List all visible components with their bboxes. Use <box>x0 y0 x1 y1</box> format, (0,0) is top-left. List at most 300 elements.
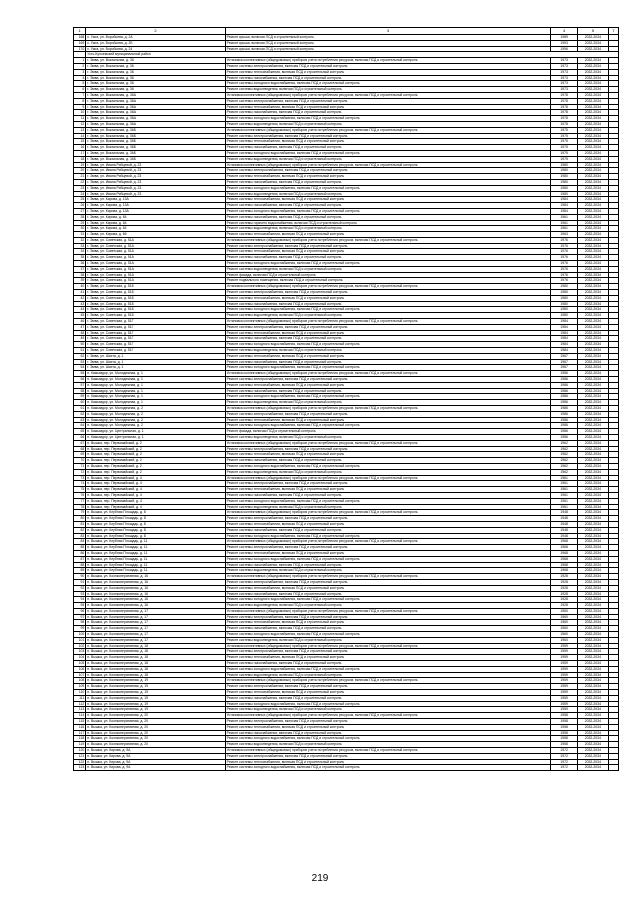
address-cell: г. Эмва, ул. Советская, д. 51Б <box>86 295 225 301</box>
work-type-cell: Установка коллективных (общедомовых) приборов учета потребления ресурсов, включая ПСД и строительный контроль <box>225 678 551 684</box>
year-built-cell: 1972 <box>551 765 578 771</box>
address-cell: с. Ужга, ул. Воробьева, д. 24 <box>86 46 225 52</box>
year-built-cell: 1962 <box>551 458 578 464</box>
address-cell: п. Вышка, ул. Коопкоперативная, д. 16 <box>86 591 225 597</box>
year-built-cell: 1959 <box>551 690 578 696</box>
address-cell: г. Эмва, ул. Вокзальная, д. 36Б <box>86 145 225 151</box>
work-type-cell: Ремонт системы электроснабжения, включая ПСД и строительный контроль <box>225 290 551 296</box>
repair-period-cell: 2032-2034 <box>577 156 608 162</box>
row-number: 16 <box>74 145 86 151</box>
work-type-cell: Ремонт системы водоотведения, включая ПСД и строительный контроль <box>225 156 551 162</box>
repair-period-cell: 2032-2034 <box>577 516 608 522</box>
year-built-cell: 1980 <box>551 284 578 290</box>
row-number: 6 <box>74 87 86 93</box>
row-number: 40 <box>74 284 86 290</box>
year-built-cell: 1958 <box>551 736 578 742</box>
year-built-cell: 1986 <box>551 429 578 435</box>
work-type-cell: Ремонт системы теплоснабжения, включая ПСД и строительный контроль <box>225 452 551 458</box>
repair-period-cell: 2032-2034 <box>577 46 608 52</box>
year-built-cell: 1980 <box>551 162 578 168</box>
repair-period-cell: 2032-2034 <box>577 284 608 290</box>
row-number: 88 <box>74 562 86 568</box>
repair-period-cell: 2032-2034 <box>577 481 608 487</box>
repair-period-cell: 2032-2034 <box>577 684 608 690</box>
row-number: 90 <box>74 574 86 580</box>
row-number: 120 <box>74 748 86 754</box>
year-built-cell: 1973 <box>551 58 578 64</box>
row-number: 48 <box>74 330 86 336</box>
address-cell: г. Эмва, ул. Вокзальная, д. 36 <box>86 75 225 81</box>
work-type-cell: Ремонт крыши, включая ПСД и строительный контроль <box>225 40 551 46</box>
work-type-cell: Ремонт системы холодного водоснабжения, включая ПСД и строительный контроль <box>225 666 551 672</box>
year-built-cell: 1958 <box>551 713 578 719</box>
repair-period-cell: 2032-2034 <box>577 423 608 429</box>
address-cell: п. Вышка, ул. Коопкоперативная, д. 17 <box>86 637 225 643</box>
year-built-cell: 1959 <box>551 701 578 707</box>
repair-period-cell: 2032-2034 <box>577 226 608 232</box>
repair-period-cell: 2032-2034 <box>577 690 608 696</box>
address-cell: г. Эмва, ул. Советская, д. 51А <box>86 261 225 267</box>
work-type-cell: Ремонт системы теплоснабжения, включая ПСД и строительный контроль <box>225 104 551 110</box>
repair-period-cell: 2032-2034 <box>577 307 608 313</box>
repair-period-cell: 2032-2034 <box>577 255 608 261</box>
page-number: 219 <box>311 873 329 884</box>
address-cell: г. Эмва, ул. Вокзальная, д. 36А <box>86 92 225 98</box>
year-built-cell: 1984 <box>551 203 578 209</box>
repair-period-cell: 2032-2034 <box>577 377 608 383</box>
row-number: 46 <box>74 319 86 325</box>
row-number: 89 <box>74 568 86 574</box>
repair-period-cell: 2032-2034 <box>577 568 608 574</box>
address-cell: п. Вышка, ул. Коопкоперативная, д. 20 <box>86 730 225 736</box>
address-cell: г. Эмва, ул. Ивана Рябцевой, д. 23 <box>86 185 225 191</box>
address-cell: г. Эмва, ул. Ивана Рябцевой, д. 23 <box>86 191 225 197</box>
repair-period-cell: 2032-2034 <box>577 724 608 730</box>
row-number: 5 <box>74 81 86 87</box>
address-cell: п. Вышка, ул. Коопкоперативная, д. 18 <box>86 666 225 672</box>
repair-period-cell: 2032-2034 <box>577 463 608 469</box>
year-built-cell: 1972 <box>551 753 578 759</box>
year-built-cell: 1948 <box>551 527 578 533</box>
year-built-cell: 1959 <box>551 672 578 678</box>
year-built-cell: 1986 <box>551 394 578 400</box>
address-cell: г. Эмва, ул. Кирова, д. 66 <box>86 232 225 238</box>
work-type-cell: Ремонт системы холодного водоснабжения, включая ПСД и строительный контроль <box>225 81 551 87</box>
address-cell: п. Вышка, ул. Коопкоперативная, д. 18 <box>86 655 225 661</box>
work-type-cell: Ремонт системы электроснабжения, включая ПСД и строительный контроль <box>225 243 551 249</box>
row-number: 41 <box>74 290 86 296</box>
address-cell: п. Вышка, ул. Кирова, д. 9А <box>86 765 225 771</box>
document-sheet <box>73 27 619 771</box>
repair-period-cell: 2032-2034 <box>577 753 608 759</box>
repair-period-cell: 2032-2034 <box>577 394 608 400</box>
year-built-cell: 1968 <box>551 550 578 556</box>
work-type-cell: Ремонт системы электроснабжения, включая ПСД и строительный контроль <box>225 684 551 690</box>
row-number: 28 <box>74 214 86 220</box>
row-number: 70 <box>74 458 86 464</box>
work-type-cell: Ремонт системы электроснабжения, включая ПСД и строительный контроль <box>225 133 551 139</box>
work-type-cell: Ремонт фасада, включая ПСД и строительный контроль <box>225 272 551 278</box>
work-type-cell: Ремонт системы теплоснабжения, включая ПСД и строительный контроль <box>225 759 551 765</box>
year-built-cell: 1980 <box>551 301 578 307</box>
address-cell: п. Вышка, ул. Коопкоперативная, д. 16 <box>86 597 225 603</box>
header-cell: 4 <box>551 28 578 35</box>
repair-period-cell: 2032-2034 <box>577 533 608 539</box>
work-type-cell: Ремонт системы газоснабжения, включая ПСД и строительный контроль <box>225 695 551 701</box>
year-built-cell: 1968 <box>551 556 578 562</box>
address-cell: г. Эмва, ул. Вокзальная, д. 36А <box>86 110 225 116</box>
work-type-cell: Ремонт системы газоснабжения, включая ПСД и строительный контроль <box>225 359 551 365</box>
row-number: 85 <box>74 545 86 551</box>
work-type-cell: Ремонт системы холодного водоснабжения, включая ПСД и строительный контроль <box>225 632 551 638</box>
row-number: 79 <box>74 510 86 516</box>
repair-period-cell: 2032-2034 <box>577 139 608 145</box>
row-number: 3 <box>74 69 86 75</box>
address-cell: п. Вышка, ул. Кирова, д. 9А <box>86 759 225 765</box>
address-cell: п. Вышка, ул. Клубная Площадь, д. 11 <box>86 568 225 574</box>
work-type-cell: Установка коллективных (общедомовых) приборов учета потребления ресурсов, включая ПСД и строительный контроль <box>225 713 551 719</box>
work-type-cell: Ремонт системы водоотведения, включая ПСД и строительный контроль <box>225 400 551 406</box>
row-number: 47 <box>74 324 86 330</box>
repair-period-cell: 2032-2034 <box>577 492 608 498</box>
work-type-cell: Ремонт системы холодного водоснабжения, включая ПСД и строительный контроль <box>225 765 551 771</box>
row-number: 57 <box>74 382 86 388</box>
year-built-cell: 1958 <box>551 730 578 736</box>
repair-period-cell: 2032-2034 <box>577 539 608 545</box>
row-number: 72 <box>74 469 86 475</box>
repair-period-cell: 2032-2034 <box>577 574 608 580</box>
work-type-cell: Ремонт системы электроснабжения, включая ПСД и строительный контроль <box>225 516 551 522</box>
address-cell: п. Вышка, ул. Коопкоперативная, д. 18 <box>86 672 225 678</box>
year-built-cell: 1928 <box>551 585 578 591</box>
year-built-cell: 1976 <box>551 237 578 243</box>
address-cell: г. Эмва, ул. Советская, д. 51А <box>86 237 225 243</box>
row-number: 106 <box>74 666 86 672</box>
repair-period-cell: 2032-2034 <box>577 348 608 354</box>
repair-period-cell: 2032-2034 <box>577 342 608 348</box>
year-built-cell: 1928 <box>551 574 578 580</box>
address-cell: п. Кажымдор, ул. Центральная, д. 1 <box>86 429 225 435</box>
header-row <box>74 28 619 35</box>
row-number: 7 <box>74 92 86 98</box>
address-cell: п. Вышка, ул. Коопкоперативная, д. 17 <box>86 632 225 638</box>
address-cell: п. Вышка, ул. Коопкоперативная, д. 17 <box>86 608 225 614</box>
repair-period-cell: 2032-2034 <box>577 197 608 203</box>
row-number: 67 <box>74 440 86 446</box>
year-built-cell: 1963 <box>551 232 578 238</box>
work-type-cell: Ремонт системы газоснабжения, включая ПСД и строительный контроль <box>225 626 551 632</box>
year-built-cell: 1948 <box>551 521 578 527</box>
year-built-cell: 1960 <box>551 632 578 638</box>
work-type-cell: Ремонт системы холодного водоснабжения, включая ПСД и строительный контроль <box>225 185 551 191</box>
address-cell: г. Эмва, ул. Вокзальная, д. 36Б <box>86 133 225 139</box>
repair-period-cell: 2032-2034 <box>577 400 608 406</box>
year-built-cell: 1961 <box>551 504 578 510</box>
row-number: 87 <box>74 556 86 562</box>
year-built-cell: 1959 <box>551 707 578 713</box>
row-number: 38 <box>74 272 86 278</box>
repair-period-cell: 2032-2034 <box>577 504 608 510</box>
year-built-cell: 1993 <box>551 40 578 46</box>
row-number: 97 <box>74 614 86 620</box>
work-type-cell: Ремонт системы газоснабжения, включая ПСД и строительный контроль <box>225 203 551 209</box>
year-built-cell: 1973 <box>551 69 578 75</box>
address-cell: п. Вышка, ул. Кирова, д. 9А <box>86 748 225 754</box>
year-built-cell: 1973 <box>551 81 578 87</box>
year-built-cell: 1961 <box>551 214 578 220</box>
year-built-cell: 1975 <box>551 145 578 151</box>
work-type-cell: Ремонт системы холодного водоснабжения, включая ПСД и строительный контроль <box>225 116 551 122</box>
year-built-cell: 1960 <box>551 626 578 632</box>
repair-period-cell: 2032-2034 <box>577 266 608 272</box>
address-cell: п. Вышка, ул. Кирова, д. 9А <box>86 753 225 759</box>
year-built-cell: 1980 <box>551 191 578 197</box>
repair-period-cell: 2032-2034 <box>577 562 608 568</box>
repair-period-cell: 2032-2034 <box>577 765 608 771</box>
year-built-cell: 1984 <box>551 348 578 354</box>
row-number: 35 <box>74 255 86 261</box>
row-number: 50 <box>74 342 86 348</box>
repair-period-cell: 2032-2034 <box>577 742 608 748</box>
work-type-cell: Установка коллективных (общедомовых) приборов учета потребления ресурсов, включая ПСД и строительный контроль <box>225 406 551 412</box>
work-type-cell: Ремонт подвального помещения, включая ПСД и строительный контроль <box>225 278 551 284</box>
address-cell: г. Эмва, ул. Кирова, д. 64 <box>86 214 225 220</box>
address-cell: п. Кажымдор, ул. Молодежная, д. 1 <box>86 400 225 406</box>
year-built-cell: 1986 <box>551 417 578 423</box>
address-cell: п. Кажымдор, ул. Молодежная, д. 1 <box>86 382 225 388</box>
address-cell: п. Вышка, ул. Коопкоперативная, д. 19 <box>86 707 225 713</box>
row-number: 42 <box>74 295 86 301</box>
row-number: 52 <box>74 353 86 359</box>
work-type-cell: Установка коллективных (общедомовых) приборов учета потребления ресурсов, включая ПСД и строительный контроль <box>225 162 551 168</box>
year-built-cell: 1961 <box>551 226 578 232</box>
repair-period-cell: 2032-2034 <box>577 475 608 481</box>
repair-period-cell: 2032-2034 <box>577 220 608 226</box>
address-cell: п. Вышка, ул. Клубная Площадь, д. 11 <box>86 545 225 551</box>
row-number: 15 <box>74 139 86 145</box>
year-built-cell: 1984 <box>551 336 578 342</box>
year-built-cell: 1980 <box>551 174 578 180</box>
work-type-cell: Ремонт системы теплоснабжения, включая ПСД и строительный контроль <box>225 174 551 180</box>
year-built-cell: 1961 <box>551 481 578 487</box>
repair-period-cell: 2032-2034 <box>577 313 608 319</box>
year-built-cell: 1978 <box>551 110 578 116</box>
address-cell: п. Вышка, ул. Коопкоперативная, д. 16 <box>86 579 225 585</box>
work-type-cell: Ремонт системы холодного водоснабжения, включая ПСД и строительный контроль <box>225 208 551 214</box>
work-type-cell: Ремонт крыши, включая ПСД и строительный контроль <box>225 46 551 52</box>
work-type-cell: Ремонт системы электроснабжения, включая ПСД и строительный контроль <box>225 481 551 487</box>
repair-period-cell: 2032-2034 <box>577 243 608 249</box>
row-number: 98 <box>74 620 86 626</box>
year-built-cell: 1975 <box>551 156 578 162</box>
row-number: 95 <box>74 603 86 609</box>
row-number: 94 <box>74 597 86 603</box>
work-type-cell: Ремонт системы водоотведения, включая ПСД и строительный контроль <box>225 637 551 643</box>
row-number: 113 <box>74 707 86 713</box>
address-cell: г. Эмва, ул. Ивана Рябцевой, д. 23 <box>86 168 225 174</box>
work-type-cell: Ремонт системы электроснабжения, включая ПСД и строительный контроль <box>225 614 551 620</box>
address-cell: г. Эмва, ул. Вокзальная, д. 36Б <box>86 150 225 156</box>
work-type-cell: Установка коллективных (общедомовых) приборов учета потребления ресурсов, включая ПСД и строительный контроль <box>225 608 551 614</box>
year-built-cell: 1975 <box>551 150 578 156</box>
address-cell: г. Эмва, ул. Шахта, д. 1 <box>86 359 225 365</box>
address-cell: п. Вышка, ул. Коопкоперативная, д. 19 <box>86 684 225 690</box>
address-cell: п. Вышка, ул. Коопкоперативная, д. 16 <box>86 585 225 591</box>
header-cell: 5 <box>577 28 608 35</box>
row-number: 30 <box>74 226 86 232</box>
row-number: 121 <box>74 753 86 759</box>
work-type-cell: Ремонт системы газоснабжения, включая ПСД и строительный контроль <box>225 388 551 394</box>
repair-period-cell: 2032-2034 <box>577 701 608 707</box>
work-type-cell: Ремонт системы электроснабжения, включая ПСД и строительный контроль <box>225 545 551 551</box>
address-cell: г. Эмва, ул. Вокзальная, д. 36Б <box>86 127 225 133</box>
repair-period-cell: 2032-2034 <box>577 359 608 365</box>
address-cell: г. Эмва, ул. Советская, д. 51А <box>86 278 225 284</box>
repair-period-cell: 2032-2034 <box>577 290 608 296</box>
repair-period-cell: 2032-2034 <box>577 556 608 562</box>
repair-period-cell: 2032-2034 <box>577 174 608 180</box>
work-type-cell: Ремонт системы газоснабжения, включая ПСД и строительный контроль <box>225 336 551 342</box>
repair-period-cell: 2032-2034 <box>577 58 608 64</box>
work-type-cell: Ремонт системы холодного водоснабжения, включая ПСД и строительный контроль <box>225 533 551 539</box>
work-type-cell: Ремонт системы электроснабжения, включая ПСД и строительный контроль <box>225 753 551 759</box>
work-type-cell: Ремонт системы теплоснабжения, включая ПСД и строительный контроль <box>225 655 551 661</box>
row-number: 24 <box>74 191 86 197</box>
work-type-cell: Установка коллективных (общедомовых) приборов учета потребления ресурсов, включая ПСД и строительный контроль <box>225 748 551 754</box>
address-cell: г. Эмва, ул. Кирова, д. 13А <box>86 197 225 203</box>
address-cell: г. Эмва, ул. Ивана Рябцевой, д. 23 <box>86 174 225 180</box>
address-cell: г. Эмва, ул. Советская, д. 51А <box>86 266 225 272</box>
year-built-cell: 1948 <box>551 533 578 539</box>
work-type-cell: Ремонт системы водоотведения, включая ПСД и строительный контроль <box>225 266 551 272</box>
row-number: 20 <box>74 168 86 174</box>
repair-period-cell: 2032-2034 <box>577 469 608 475</box>
year-built-cell: 1972 <box>551 759 578 765</box>
repair-period-cell: 2032-2034 <box>577 406 608 412</box>
repair-period-cell: 2032-2034 <box>577 649 608 655</box>
work-type-cell: Ремонт системы электроснабжения, включая ПСД и строительный контроль <box>225 324 551 330</box>
work-type-cell: Ремонт системы водоотведения, включая ПСД и строительный контроль <box>225 707 551 713</box>
year-built-cell: 1978 <box>551 121 578 127</box>
repair-period-cell: 2032-2034 <box>577 655 608 661</box>
address-cell: п. Вышка, ул. Коопкоперативная, д. 19 <box>86 678 225 684</box>
repair-period-cell: 2032-2034 <box>577 585 608 591</box>
year-built-cell: 1984 <box>551 330 578 336</box>
row-number: 108 <box>74 678 86 684</box>
previous-district-rows <box>74 35 619 52</box>
work-type-cell: Ремонт системы водоотведения, включая ПСД и строительный контроль <box>225 568 551 574</box>
year-built-cell: 1962 <box>551 452 578 458</box>
work-type-cell: Ремонт системы холодного водоснабжения, включая ПСД и строительный контроль <box>225 307 551 313</box>
work-type-cell: Ремонт системы газоснабжения, включая ПСД и строительный контроль <box>225 301 551 307</box>
repair-period-cell: 2032-2034 <box>577 748 608 754</box>
row-number: 55 <box>74 371 86 377</box>
address-cell: г. Эмва, ул. Советская, д. 51Г <box>86 348 225 354</box>
work-type-cell: Ремонт системы теплоснабжения, включая ПСД и строительный контроль <box>225 585 551 591</box>
repair-period-cell: 2032-2034 <box>577 498 608 504</box>
row-number: 92 <box>74 585 86 591</box>
work-type-cell: Ремонт системы электроснабжения, включая ПСД и строительный контроль <box>225 98 551 104</box>
address-cell: п. Кажымдор, ул. Молодежная, д. 2 <box>86 423 225 429</box>
repair-period-cell: 2032-2034 <box>577 614 608 620</box>
row-number: 25 <box>74 197 86 203</box>
year-built-cell: 1980 <box>551 185 578 191</box>
work-type-cell: Ремонт системы газоснабжения, включая ПСД и строительный контроль <box>225 527 551 533</box>
year-built-cell: 1959 <box>551 655 578 661</box>
repair-period-cell: 2032-2034 <box>577 185 608 191</box>
row-number: 73 <box>74 475 86 481</box>
year-built-cell: 1984 <box>551 208 578 214</box>
year-built-cell: 1984 <box>551 319 578 325</box>
repair-period-cell: 2032-2034 <box>577 133 608 139</box>
work-type-cell: Ремонт системы газоснабжения, включая ПСД и строительный контроль <box>225 492 551 498</box>
address-cell: п. Вышка, ул. Коопкоперативная, д. 16 <box>86 574 225 580</box>
work-type-cell: Ремонт системы газоснабжения, включая ПСД и строительный контроль <box>225 214 551 220</box>
repair-period-cell: 2032-2034 <box>577 730 608 736</box>
work-type-cell: Ремонт системы водоотведения, включая ПСД и строительный контроль <box>225 672 551 678</box>
repair-period-cell: 2032-2034 <box>577 382 608 388</box>
year-built-cell: 1996 <box>551 46 578 52</box>
address-cell: г. Эмва, ул. Кирова, д. 13А <box>86 203 225 209</box>
repair-period-cell: 2032-2034 <box>577 446 608 452</box>
work-type-cell: Ремонт системы теплоснабжения, включая ПСД и строительный контроль <box>225 197 551 203</box>
repair-period-cell: 2032-2034 <box>577 759 608 765</box>
row-number: 80 <box>74 516 86 522</box>
work-type-cell: Ремонт системы теплоснабжения, включая ПСД и строительный контроль <box>225 690 551 696</box>
work-type-cell: Ремонт системы водоотведения, включая ПСД и строительный контроль <box>225 87 551 93</box>
year-built-cell: 1976 <box>551 266 578 272</box>
year-built-cell: 1980 <box>551 179 578 185</box>
work-type-cell: Установка коллективных (общедомовых) приборов учета потребления ресурсов, включая ПСД и строительный контроль <box>225 92 551 98</box>
year-built-cell: 1986 <box>551 382 578 388</box>
work-type-cell: Ремонт системы холодного водоснабжения, включая ПСД и строительный контроль <box>225 463 551 469</box>
year-built-cell: 1976 <box>551 278 578 284</box>
row-number: 117 <box>74 730 86 736</box>
row-number: 64 <box>74 423 86 429</box>
row-number: 99 <box>74 626 86 632</box>
repair-period-cell: 2032-2034 <box>577 713 608 719</box>
work-type-cell: Ремонт системы газоснабжения, включая ПСД и строительный контроль <box>225 562 551 568</box>
year-built-cell: 1976 <box>551 243 578 249</box>
repair-period-cell: 2032-2034 <box>577 545 608 551</box>
year-built-cell: 1958 <box>551 719 578 725</box>
work-type-cell: Ремонт системы теплоснабжения, включая ПСД и строительный контроль <box>225 249 551 255</box>
year-built-cell: 1975 <box>551 127 578 133</box>
address-cell: п. Вышка, ул. Клубная Площадь, д. 11 <box>86 539 225 545</box>
repair-period-cell: 2032-2034 <box>577 336 608 342</box>
year-built-cell: 1986 <box>551 423 578 429</box>
row-number: 100 <box>74 632 86 638</box>
row-number: 29 <box>74 220 86 226</box>
year-built-cell: 1986 <box>551 371 578 377</box>
work-type-cell: Установка коллективных (общедомовых) приборов учета потребления ресурсов, включая ПСД и строительный контроль <box>225 237 551 243</box>
row-number: 10 <box>74 110 86 116</box>
row-number: 58 <box>74 388 86 394</box>
repair-period-cell: 2032-2034 <box>577 487 608 493</box>
row-number: 76 <box>74 492 86 498</box>
year-built-cell: 1980 <box>551 290 578 296</box>
address-cell: п. Вышка, пер. Первомайский, д. 2 <box>86 446 225 452</box>
year-built-cell: 1967 <box>551 359 578 365</box>
row-number: 65 <box>74 429 86 435</box>
district-rows <box>74 58 619 771</box>
work-type-cell: Ремонт системы теплоснабжения, включая ПСД и строительный контроль <box>225 69 551 75</box>
repair-period-cell: 2032-2034 <box>577 150 608 156</box>
repair-period-cell: 2032-2034 <box>577 388 608 394</box>
year-built-cell: 1960 <box>551 608 578 614</box>
address-cell: г. Эмва, ул. Вокзальная, д. 36А <box>86 121 225 127</box>
work-type-cell: Ремонт системы холодного водоснабжения, включая ПСД и строительный контроль <box>225 701 551 707</box>
